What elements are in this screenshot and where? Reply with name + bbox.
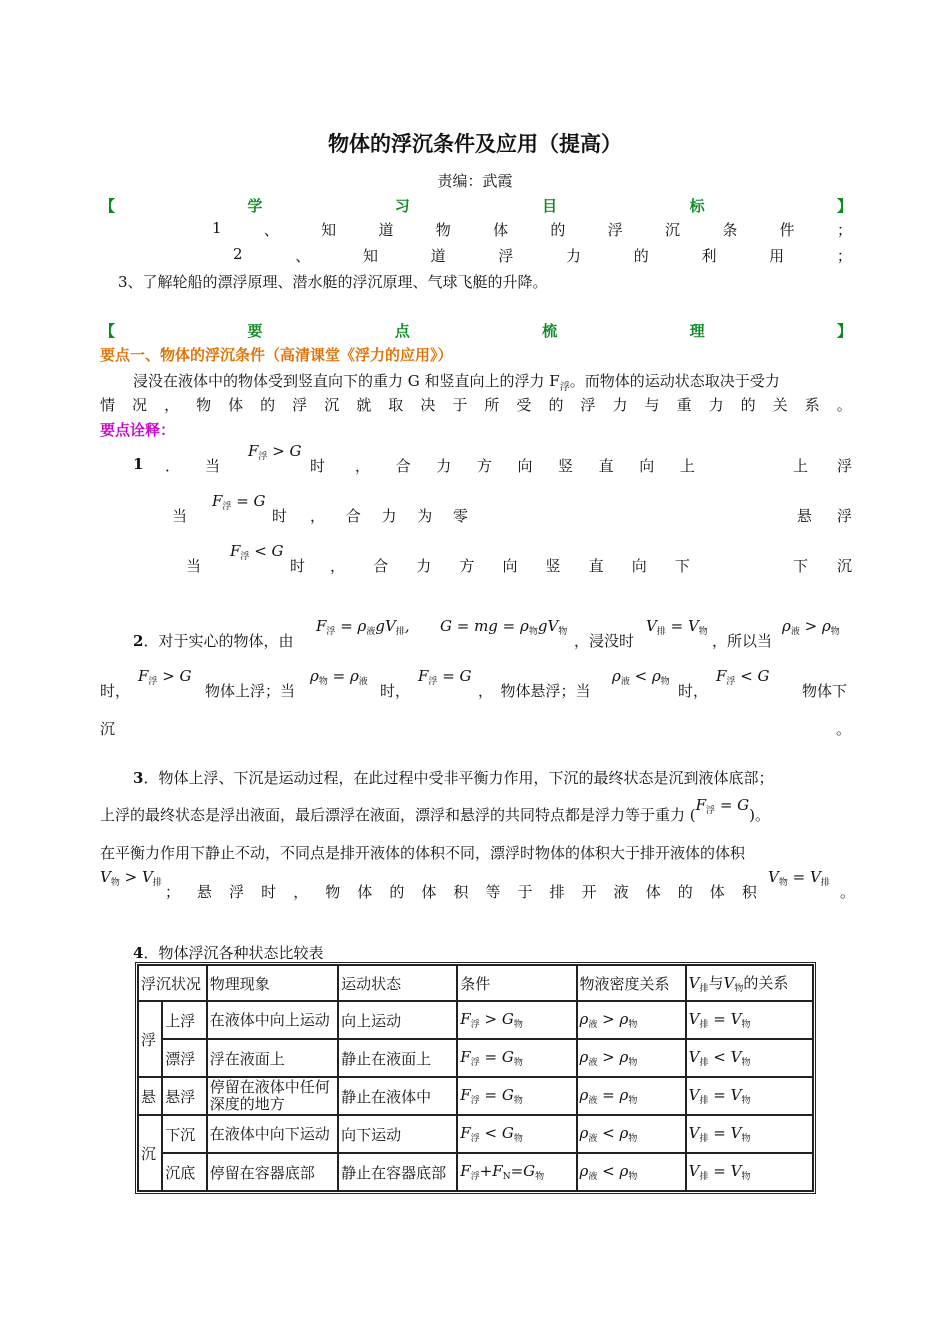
goal-char: 知 [362, 247, 378, 265]
item2-text-g: ， 物体悬浮；当 [478, 682, 591, 700]
header-text: 的关系 [743, 974, 789, 992]
subscript: 排 [699, 984, 709, 994]
row2-when: 当 [172, 507, 188, 525]
subscript: 浮 [726, 677, 736, 687]
subscript: 排 [656, 627, 666, 637]
explain-label: 要点诠释： [100, 421, 176, 439]
motion-cell: 向下运动 [338, 1115, 457, 1153]
row1-formula: $F_浮 > G$ [248, 442, 302, 462]
header-cell: 运动状态 [338, 965, 457, 1001]
item3-char: 积 [741, 883, 757, 901]
row-char: 向 [639, 457, 655, 475]
subscript: 浮 [706, 806, 716, 816]
formula-f-lt-g: $F_浮 < G$ [716, 667, 770, 687]
subscript: N [502, 1172, 511, 1182]
subscript: 液 [588, 1134, 598, 1144]
row-char: ， [355, 457, 371, 475]
formula-vwu-eq-vpai: $V_物 = V_排$ [768, 868, 830, 888]
intro-text: 。而物体的运动状态取决于受力 [569, 372, 780, 390]
row-char: 合 [373, 557, 389, 575]
intro-char: 于 [452, 396, 468, 414]
bracket-right: 】 [836, 322, 852, 340]
row-char: ， [310, 507, 326, 525]
goal-char: 知 [321, 221, 337, 239]
goals-header [100, 195, 852, 216]
state-cell: 下沉 [162, 1115, 206, 1153]
goal-char: 条 [722, 221, 738, 239]
volume-cell: $V_排 = V_物$ [686, 1153, 813, 1191]
phenomenon-cell: 在液体中向下运动 [207, 1115, 338, 1153]
intro-char: 重 [676, 396, 692, 414]
item3-text: 上浮的最终状态是浮出液面，最后漂浮在液面，漂浮和悬浮的共同特点都是浮力等于重力 ( [100, 806, 696, 824]
header-cell-volume: $V_排$与$V_物$的关系 [686, 965, 813, 1001]
state-cell: 沉底 [162, 1153, 206, 1191]
subscript: 物 [628, 1020, 638, 1030]
header-cell: 物理现象 [207, 965, 338, 1001]
goal-char: 2 [233, 245, 243, 263]
item3-line-4 [165, 881, 757, 902]
row-char: 力 [416, 557, 432, 575]
comparison-table [135, 962, 816, 1194]
subscript: 排 [699, 1134, 709, 1144]
intro-char: 物 [196, 396, 212, 414]
subscript: 物 [741, 1058, 751, 1068]
intro-char: 沉 [324, 396, 340, 414]
group-cell: 浮 [138, 1001, 162, 1077]
item2-line-1 [133, 630, 293, 651]
item3-char: 于 [517, 883, 533, 901]
item3-char: 悬 [197, 883, 213, 901]
subscript: 液 [588, 1058, 598, 1068]
page-title: 物体的浮沉条件及应用（提高） [328, 131, 622, 156]
item3-char: 体 [421, 883, 437, 901]
intro-char: 浮 [580, 396, 596, 414]
goal-char: 浮 [607, 221, 623, 239]
row2-shi: 时 [272, 507, 288, 525]
bracket-left: 【 [100, 197, 116, 215]
formula-vwu-gt-vpai: $V_物 > V_排$ [100, 868, 162, 888]
subscript: 物 [513, 1058, 523, 1068]
row-char: 方 [476, 457, 492, 475]
goal-char: 、 [295, 247, 311, 265]
goal-char: 沉 [665, 221, 681, 239]
row2-result [797, 505, 852, 526]
item3-char: ， [293, 883, 309, 901]
row3-shi: 时 [290, 557, 306, 575]
item3-char: 的 [389, 883, 405, 901]
goal-char: 体 [493, 221, 509, 239]
phenomenon-cell: 在液体中向上运动 [207, 1001, 338, 1039]
item2-text-k: 。 [836, 720, 852, 738]
row-char: 力 [381, 507, 397, 525]
item3-line-1 [133, 767, 773, 788]
row-char: 向 [631, 557, 647, 575]
table-row [138, 1077, 813, 1115]
row3-text [330, 555, 690, 576]
item3-char: 体 [357, 883, 373, 901]
subscript: 液 [620, 677, 630, 687]
item2-text-j: 沉 [100, 720, 116, 738]
formula-rho-eq: $\rho_物 = \rho_液$ [310, 667, 368, 687]
item2-text-i: 物体下 [802, 682, 848, 700]
goal-char: 、 [263, 221, 279, 239]
table-header-row [138, 965, 813, 1001]
goal-char: 用 [769, 247, 785, 265]
row3-formula: $F_浮 < G$ [230, 542, 284, 562]
header-char: 目 [542, 197, 558, 215]
phenomenon-cell: 浮在液面上 [207, 1039, 338, 1077]
header-char: 习 [394, 197, 410, 215]
density-cell: $\rho_液 < \rho_物$ [577, 1153, 686, 1191]
item2-text: ．对于实心的物体，由 [143, 632, 294, 650]
subscript: 物 [513, 1096, 523, 1106]
subscript: 浮 [148, 677, 158, 687]
item3-text: ．物体上浮、下沉是运动过程，在此过程中受非平衡力作用，下沉的最终状态是沉到液体底部； [143, 769, 774, 787]
subscript: 排 [152, 878, 162, 888]
goal-char: 1 [212, 219, 222, 237]
density-cell: $\rho_液 = \rho_物$ [577, 1077, 686, 1115]
result-char: 下 [793, 557, 809, 575]
item3-char: 排 [549, 883, 565, 901]
row3-when: 当 [186, 557, 202, 575]
motion-cell: 静止在容器底部 [338, 1153, 457, 1191]
subscript: 浮 [470, 1096, 480, 1106]
goal-char: 力 [566, 247, 582, 265]
row-char: 方 [459, 557, 475, 575]
item4-text: ．物体浮沉各种状态比较表 [143, 944, 324, 962]
subscript: 物 [830, 627, 840, 637]
goal-char: 道 [378, 221, 394, 239]
subscript: 物 [513, 1134, 523, 1144]
row-char: ， [330, 557, 346, 575]
goal-2 [233, 245, 852, 266]
row-char: 直 [588, 557, 604, 575]
subscript: 排 [699, 1172, 709, 1182]
item3-char: 浮 [229, 883, 245, 901]
item3-char: 体 [709, 883, 725, 901]
header-text: 与 [708, 974, 724, 992]
intro-char: 受 [516, 396, 532, 414]
item3-char: ； [165, 883, 181, 901]
item4-number: 4 [133, 944, 144, 962]
table-row [138, 1001, 813, 1039]
item3-line-3: 在平衡力作用下静止不动，不同点是排开液体的体积不同，漂浮时物体的体积大于排开液体的体积 [100, 844, 746, 862]
row-char: 向 [517, 457, 533, 475]
points-header [100, 320, 852, 341]
subscript: 物 [734, 984, 744, 994]
row-char: 零 [452, 507, 468, 525]
subscript: 浮 [559, 382, 570, 393]
item3-char: 体 [645, 883, 661, 901]
phenomenon-cell: 停留在容器底部 [207, 1153, 338, 1191]
subscript: 液 [588, 1172, 598, 1182]
subscript: 物 [628, 1058, 638, 1068]
condition-cell: $F_浮 < G_物$ [457, 1115, 576, 1153]
subscript: 物 [628, 1134, 638, 1144]
editor-line: 责编：武霞 [437, 172, 513, 190]
goal-char: 件 [779, 221, 795, 239]
row1-when: 当 [205, 457, 221, 475]
header-char: 标 [689, 197, 705, 215]
intro-char: 况 [132, 396, 148, 414]
item3-number: 3 [133, 769, 144, 787]
item1-dot: ． [165, 457, 181, 475]
row-char: 向 [502, 557, 518, 575]
item3-char: 等 [485, 883, 501, 901]
intro-char: 力 [708, 396, 724, 414]
row-char: 直 [598, 457, 614, 475]
table-row [138, 1115, 813, 1153]
intro-char: 系 [804, 396, 820, 414]
goal-1 [212, 219, 852, 240]
item2-text-c: ，所以当 [712, 632, 773, 650]
formula-f-gt-g: $F_浮 > G$ [138, 667, 192, 687]
subscript: 物 [535, 1172, 545, 1182]
item2-text-e: 物体上浮；当 [205, 682, 296, 700]
bracket-left: 【 [100, 322, 116, 340]
subscript: 液 [588, 1096, 598, 1106]
subscript: 物 [741, 1096, 751, 1106]
header-char: 点 [394, 322, 410, 340]
subscript: 浮 [222, 502, 232, 512]
density-cell: $\rho_液 < \rho_物$ [577, 1115, 686, 1153]
formula-gravity: G = mg = $\rho_物gV_物$ [440, 617, 568, 637]
item2-text-h: 时， [678, 682, 709, 700]
subscript: 排 [395, 627, 405, 637]
intro-char: 情 [100, 396, 116, 414]
subscript: 物 [318, 677, 328, 687]
goal-char: 浮 [498, 247, 514, 265]
item2-text-b: ，浸没时 [574, 632, 635, 650]
intro-char: 与 [644, 396, 660, 414]
subscript: 排 [699, 1096, 709, 1106]
row-char: 下 [674, 557, 690, 575]
intro-char: 的 [548, 396, 564, 414]
condition-cell: $F_浮 = G_物$ [457, 1039, 576, 1077]
subscript: 排 [820, 878, 830, 888]
item3-char: 开 [581, 883, 597, 901]
subscript: 物 [778, 878, 788, 888]
row3-result [793, 555, 852, 576]
intro-char: 力 [612, 396, 628, 414]
subscript: 浮 [470, 1020, 480, 1030]
goal-char: 的 [633, 247, 649, 265]
item3-line-2 [100, 796, 771, 826]
result-char: 浮 [836, 457, 852, 475]
goal-char: 道 [430, 247, 446, 265]
subscript: 物 [741, 1020, 751, 1030]
volume-cell: $V_排 < V_物$ [686, 1039, 813, 1077]
intro-char: 关 [772, 396, 788, 414]
table-row [138, 1039, 813, 1077]
group-cell: 沉 [138, 1115, 162, 1191]
subscript: 物 [698, 627, 708, 637]
row-char: 上 [679, 457, 695, 475]
intro-line-2 [100, 394, 852, 415]
intro-char: ， [164, 396, 180, 414]
formula-buoyancy: $F_浮 = \rho_液gV_排$, [316, 617, 410, 637]
condition-cell: $F_浮 > G_物$ [457, 1001, 576, 1039]
row-char: 合 [345, 507, 361, 525]
header-char: 理 [689, 322, 705, 340]
item2-text-f: 时， [380, 682, 411, 700]
subscript: 浮 [240, 552, 250, 562]
goal-char: ； [836, 221, 852, 239]
subscript: 浮 [470, 1058, 480, 1068]
subscript: 液 [366, 627, 376, 637]
row-char: 为 [417, 507, 433, 525]
subscript: 浮 [258, 452, 268, 462]
intro-char: 的 [260, 396, 276, 414]
goal-3: 3、了解轮船的漂浮原理、潜水艇的浮沉原理、气球飞艇的升降。 [118, 273, 548, 291]
row2-text [310, 505, 468, 526]
formula-vpai-vwu: $V_排 = V_物$ [646, 617, 708, 637]
subscript: 物 [741, 1172, 751, 1182]
result-char: 沉 [836, 557, 852, 575]
result-char: 上 [793, 457, 809, 475]
subscript: 液 [588, 1020, 598, 1030]
row1-shi: 时 [310, 457, 326, 475]
header-char: 要 [247, 322, 263, 340]
subscript: 物 [660, 677, 670, 687]
row-char: 竖 [558, 457, 574, 475]
formula-rho-lt: $\rho_液 < \rho_物$ [612, 667, 670, 687]
intro-char: 所 [484, 396, 500, 414]
item3-end: 。 [840, 883, 856, 901]
bracket-right: 】 [836, 197, 852, 215]
intro-char: 体 [228, 396, 244, 414]
goal-char: 的 [550, 221, 566, 239]
goal-char: 利 [701, 247, 717, 265]
density-cell: $\rho_液 > \rho_物$ [577, 1001, 686, 1039]
intro-char: 浮 [292, 396, 308, 414]
formula-f-eq-g-inline: $F_浮 = G$ [695, 796, 750, 816]
goal-char: 物 [435, 221, 451, 239]
item2-number: 2 [133, 632, 144, 650]
intro-line-1 [133, 370, 780, 393]
row-char: 力 [436, 457, 452, 475]
condition-cell: $F_浮 = G_物$ [457, 1077, 576, 1115]
motion-cell: 静止在液面上 [338, 1039, 457, 1077]
subscript: 浮 [326, 627, 336, 637]
row-char: 合 [395, 457, 411, 475]
state-cell: 悬浮 [162, 1077, 206, 1115]
intro-char: 决 [420, 396, 436, 414]
condition-cell: $F_浮+F_N=G_物$ [457, 1153, 576, 1191]
motion-cell: 静止在液体中 [338, 1077, 457, 1115]
formula-f-eq-g: $F_浮 = G$ [418, 667, 472, 687]
header-cell: 条件 [457, 965, 576, 1001]
formula-rho-gt: $\rho_液 > \rho_物$ [782, 617, 840, 637]
state-cell: 漂浮 [162, 1039, 206, 1077]
subscript: 物 [513, 1020, 523, 1030]
header-char: 学 [247, 197, 263, 215]
result-char: 浮 [836, 507, 852, 525]
phenomenon-cell: 停留在液体中任何深度的地方 [207, 1077, 338, 1115]
subscript: 液 [790, 627, 800, 637]
item1-number: 1 [133, 455, 144, 473]
header-cell: 浮沉状况 [138, 965, 207, 1001]
row2-formula: $F_浮 = G$ [212, 492, 266, 512]
subscript: 排 [699, 1020, 709, 1030]
table-row [138, 1153, 813, 1191]
subscript: 物 [628, 1172, 638, 1182]
subscript: 排 [699, 1058, 709, 1068]
intro-text: 浸没在液体中的物体受到竖直向下的重力 G 和竖直向上的浮力 F [133, 372, 560, 390]
subscript: 液 [358, 677, 368, 687]
motion-cell: 向上运动 [338, 1001, 457, 1039]
point1-title: 要点一、物体的浮沉条件（高清课堂《浮力的应用》） [100, 346, 453, 364]
item3-char: 时 [261, 883, 277, 901]
subscript: 物 [110, 878, 120, 888]
subscript: 浮 [470, 1134, 480, 1144]
density-cell: $\rho_液 > \rho_物$ [577, 1039, 686, 1077]
subscript: 浮 [428, 677, 438, 687]
item2-text-d: 时， [100, 682, 131, 700]
goal-char: ； [836, 247, 852, 265]
intro-char: 就 [356, 396, 372, 414]
item3-char: 的 [677, 883, 693, 901]
state-cell: 上浮 [162, 1001, 206, 1039]
intro-char: 。 [836, 396, 852, 414]
subscript: 物 [741, 1134, 751, 1144]
group-cell: 悬 [138, 1077, 162, 1115]
subscript: 物 [628, 1096, 638, 1106]
row-char: 竖 [545, 557, 561, 575]
subscript: 浮 [470, 1172, 480, 1182]
volume-cell: $V_排 = V_物$ [686, 1001, 813, 1039]
volume-cell: $V_排 = V_物$ [686, 1077, 813, 1115]
intro-char: 取 [388, 396, 404, 414]
result-char: 悬 [797, 507, 813, 525]
item3-char: 积 [453, 883, 469, 901]
item4-caption [133, 942, 323, 963]
row1-result [793, 455, 852, 476]
intro-char: 的 [740, 396, 756, 414]
volume-cell: $V_排 = V_物$ [686, 1115, 813, 1153]
row1-text [355, 455, 695, 476]
header-cell: 物液密度关系 [577, 965, 686, 1001]
item3-char: 物 [325, 883, 341, 901]
subscript: 物 [558, 627, 568, 637]
item3-text: )。 [749, 806, 771, 824]
subscript: 物 [528, 627, 538, 637]
header-char: 梳 [542, 322, 558, 340]
item3-char: 液 [613, 883, 629, 901]
